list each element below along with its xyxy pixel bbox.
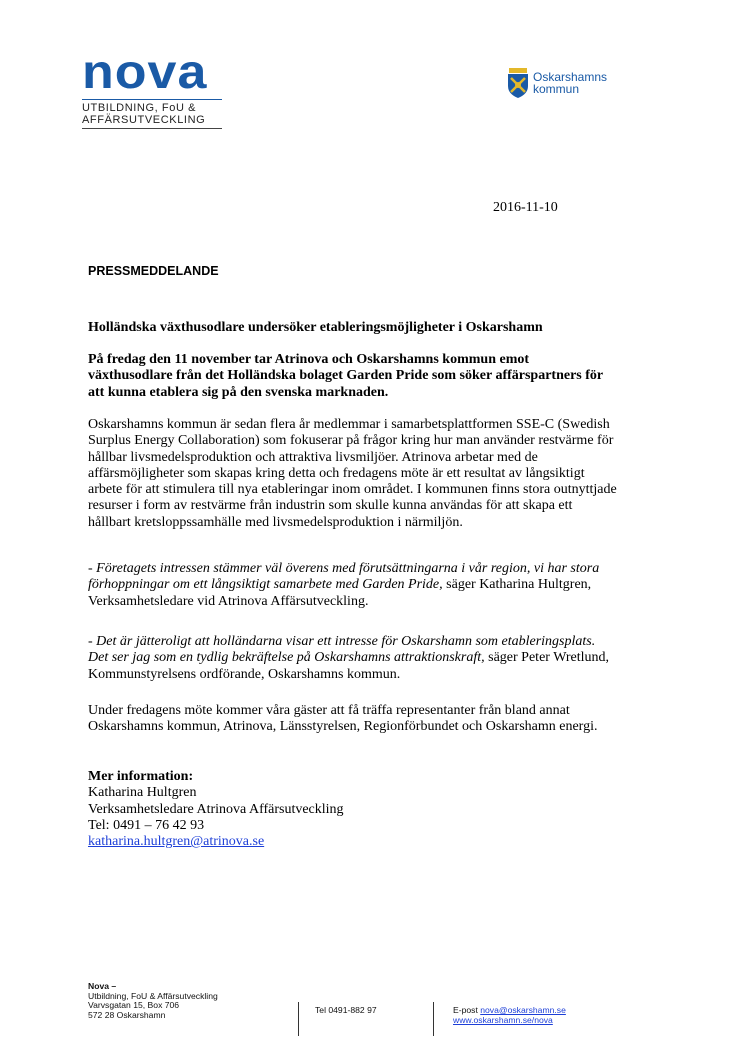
oskarshamn-logo-text xyxy=(533,71,607,95)
quote-paragraph-2 xyxy=(88,634,658,683)
body-line: Under fredagens möte kommer våra gäster att få träffa representanter från bland annat xyxy=(88,703,570,718)
body-line: Oskarshamns kommun, Atrinova, Länsstyrelsen, Regionförbundet och Oskarshamn energi. xyxy=(88,719,598,735)
body-line: Oskarshamns kommun är sedan flera år medlemmar i samarbetsplattformen SSE-C (Swedish xyxy=(88,417,610,432)
quote-line xyxy=(88,650,658,666)
footer-line: Utbildning, FoU & Affärsutveckling xyxy=(88,990,218,1001)
quote-italic-part: Det ser jag som en tydlig bekräftelse på Oskarshamns attraktionskraft, xyxy=(88,650,485,666)
quote-italic-part: förhoppningar om ett långsiktigt samarbete med Garden Pride, xyxy=(88,577,443,593)
body-line: Surplus Energy Collaboration) som fokuserar på frågor kring hur man använder restvärme för xyxy=(88,433,614,449)
contact-phone: Tel: 0491 – 76 42 93 xyxy=(88,817,205,833)
body-line: arbete för att stimulera till nya etableringar inom området. I kommunen finns stora outnyttjade xyxy=(88,482,617,498)
oskarshamn-logo-line-1: Oskarshamns xyxy=(533,70,608,84)
document-date: 2016-11-10 xyxy=(493,200,558,215)
lead-line: växthusodlare från det Holländska bolaget Garden Pride som söker affärspartners för xyxy=(88,368,604,384)
lead-paragraph xyxy=(88,352,658,401)
lead-line: På fredag den 11 november tar Atrinova och Oskarshamns kommun emot xyxy=(88,352,530,367)
quote-line xyxy=(88,577,658,593)
contact-email-link[interactable]: katharina.hultgren@atrinova.se xyxy=(88,834,265,850)
nova-logo-subtitle-1: UTBILDNING, FoU & xyxy=(82,102,197,114)
nova-logo-rule-bottom xyxy=(82,128,222,129)
quote-attribution: säger Katharina Hultgren, xyxy=(442,577,592,593)
footer-divider xyxy=(298,1002,299,1036)
footer-web-link[interactable]: www.oskarshamn.se/nova xyxy=(453,1014,553,1025)
quote-attribution: säger Peter Wretlund, xyxy=(484,650,609,666)
oskarshamn-logo-line-2: kommun xyxy=(533,82,580,96)
nova-logo-word: nova xyxy=(82,45,208,99)
oskarshamn-logo xyxy=(506,68,607,98)
press-release-label: PRESSMEDDELANDE xyxy=(88,264,219,278)
footer-email-label: E-post xyxy=(453,1005,481,1015)
footer-contact xyxy=(453,1006,566,1025)
coat-of-arms-icon xyxy=(506,68,530,98)
body-line: affärsmöjligheter som skapas kring detta och fredagens möte är ett resultat av långsiktigt xyxy=(88,465,585,481)
contact-title: Verksamhetsledare Atrinova Affärsutveckling xyxy=(88,801,344,817)
quote-line: - Det är jätteroligt att holländarna visar ett intresse för Oskarshamn som etableringsplats. xyxy=(88,634,596,649)
footer-email-link[interactable]: nova@oskarshamn.se xyxy=(480,1005,566,1015)
nova-logo xyxy=(82,45,228,129)
contact-heading: Mer information: xyxy=(88,769,194,784)
body-paragraph-1 xyxy=(88,417,658,531)
body-line: hållbar livsmedelsproduktion och attraktiva livsmiljöer. Atrinova arbetar med de xyxy=(88,449,538,465)
quote-line: - Företagets intressen stämmer väl överens med förutsättningarna i vår region, vi har stora xyxy=(88,561,600,576)
quote-paragraph-1 xyxy=(88,561,658,610)
body-paragraph-2 xyxy=(88,703,658,736)
body-line: hållbart kretsloppssamhälle med livsmedelsproduktion i närmiljön. xyxy=(88,514,463,530)
quote-line: Verksamhetsledare vid Atrinova Affärsutveckling. xyxy=(88,593,369,609)
footer-org: Nova – xyxy=(88,981,117,991)
footer-divider xyxy=(433,1002,434,1036)
lead-line: att kunna etablera sig på den svenska marknaden. xyxy=(88,384,389,400)
footer-phone: Tel 0491-882 97 xyxy=(315,1005,377,1015)
nova-logo-subtitle-2: AFFÄRSUTVECKLING xyxy=(82,114,206,126)
nova-logo-rule xyxy=(82,99,222,100)
footer-line: Varvsgatan 15, Box 706 xyxy=(88,1000,180,1011)
footer-address xyxy=(88,982,218,1020)
contact-block xyxy=(88,769,658,850)
body-line: resurser i form av restvärme från industrin som skulle kunna användas för att skapa ett xyxy=(88,498,573,514)
headline: Holländska växthusodlare undersöker etableringsmöjligheter i Oskarshamn xyxy=(88,320,543,335)
quote-line: Kommunstyrelsens ordförande, Oskarshamns kommun. xyxy=(88,666,401,682)
footer-line: 572 28 Oskarshamn xyxy=(88,1009,166,1020)
contact-name: Katharina Hultgren xyxy=(88,785,197,801)
